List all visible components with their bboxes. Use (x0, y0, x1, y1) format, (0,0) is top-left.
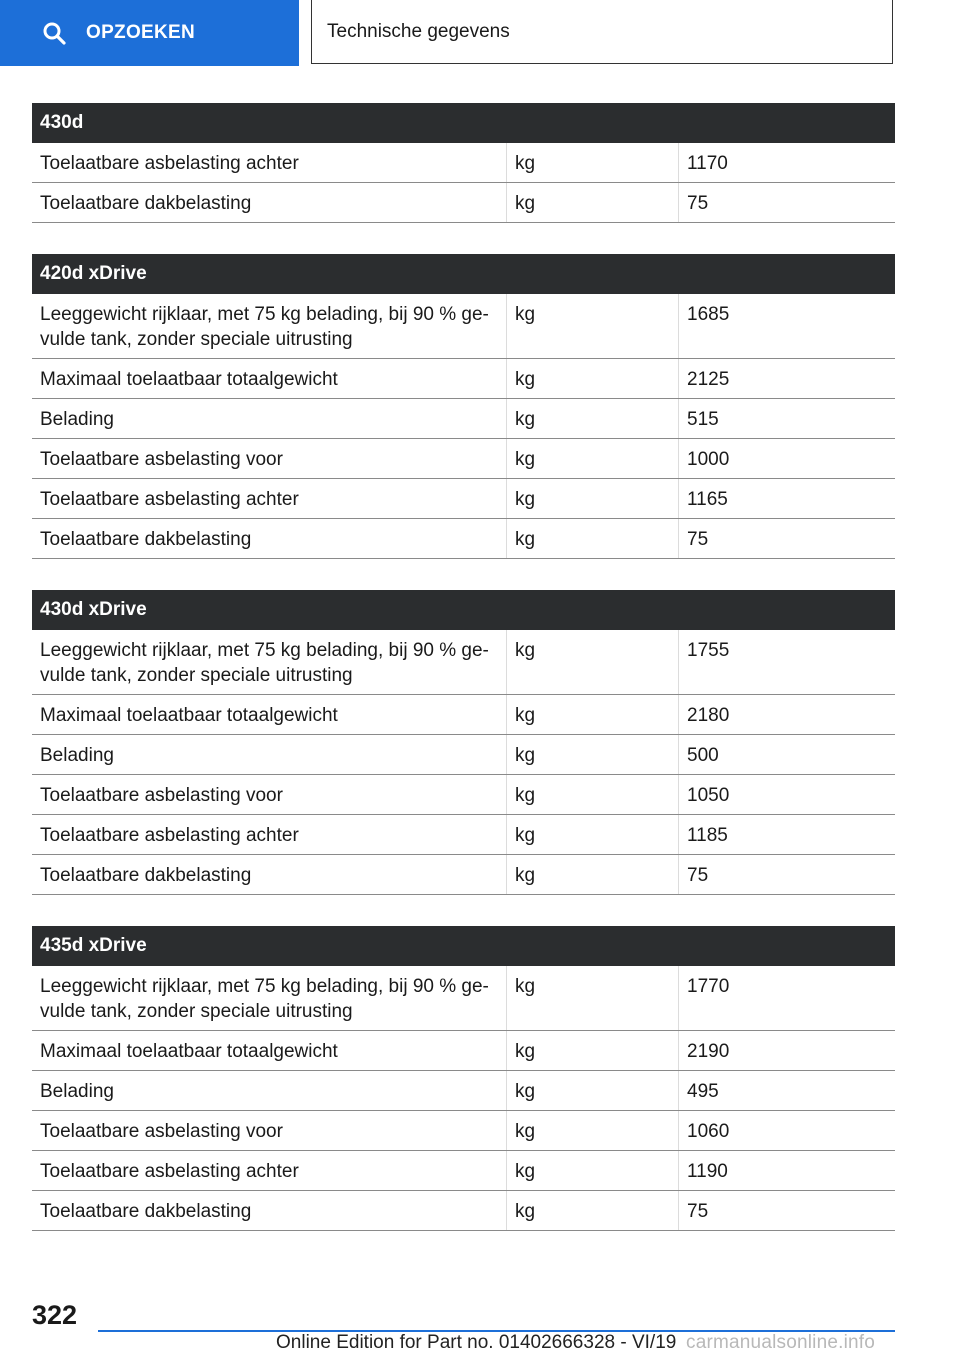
row-value: 1770 (678, 966, 895, 1030)
row-value: 1165 (678, 479, 895, 518)
table-row (32, 695, 895, 735)
table-row (32, 399, 895, 439)
model-header: 430d xDrive (32, 590, 895, 630)
table-row (32, 1151, 895, 1191)
row-label: Toelaatbare asbelasting voor (40, 449, 283, 470)
row-value: 1190 (678, 1151, 895, 1190)
row-label: Belading (40, 745, 114, 766)
row-unit: kg (506, 695, 678, 734)
row-unit: kg (506, 143, 678, 182)
row-label: Maximaal toelaatbaar totaalgewicht (40, 1041, 338, 1062)
row-label: Toelaatbare asbelasting achter (40, 825, 299, 846)
spec-tables (32, 103, 895, 1262)
spec-block (32, 926, 895, 1231)
model-header: 435d xDrive (32, 926, 895, 966)
row-unit: kg (506, 294, 678, 358)
table-row (32, 479, 895, 519)
row-unit: kg (506, 479, 678, 518)
table-row (32, 735, 895, 775)
row-value: 75 (678, 183, 895, 222)
table-row (32, 775, 895, 815)
row-label: Toelaatbare dakbelasting (40, 193, 252, 214)
search-button[interactable] (0, 0, 299, 66)
row-unit: kg (506, 1031, 678, 1070)
row-label: Maximaal toelaatbaar totaalgewicht (40, 369, 338, 390)
row-unit: kg (506, 735, 678, 774)
row-value: 1060 (678, 1111, 895, 1150)
row-label: Leeggewicht rijklaar, met 75 kg belading, bij 90 % ge- vulde tank, zonder speciale uitrusting (40, 304, 489, 350)
table-row (32, 439, 895, 479)
table-row (32, 1111, 895, 1151)
table-row (32, 1031, 895, 1071)
table-row (32, 294, 895, 359)
spec-block (32, 590, 895, 895)
row-label: Toelaatbare asbelasting voor (40, 1121, 283, 1142)
row-label: Belading (40, 1081, 114, 1102)
table-row (32, 143, 895, 183)
row-label: Toelaatbare dakbelasting (40, 1201, 252, 1222)
row-unit: kg (506, 519, 678, 558)
table-row (32, 815, 895, 855)
row-unit: kg (506, 183, 678, 222)
row-value: 75 (678, 519, 895, 558)
top-bar (0, 0, 960, 66)
row-unit: kg (506, 399, 678, 438)
model-header: 420d xDrive (32, 254, 895, 294)
row-unit: kg (506, 815, 678, 854)
search-button-label: OPZOEKEN (86, 22, 196, 43)
model-header: 430d (32, 103, 895, 143)
row-value: 1755 (678, 630, 895, 694)
table-row (32, 183, 895, 223)
search-icon (42, 21, 66, 45)
row-unit: kg (506, 1191, 678, 1230)
row-label: Toelaatbare asbelasting achter (40, 153, 299, 174)
row-value: 2125 (678, 359, 895, 398)
table-row (32, 1191, 895, 1231)
row-label: Belading (40, 409, 114, 430)
row-label: Toelaatbare asbelasting achter (40, 1161, 299, 1182)
section-title: Technische gegevens (311, 0, 893, 64)
spec-block (32, 254, 895, 559)
table-row (32, 966, 895, 1031)
row-unit: kg (506, 439, 678, 478)
page-number: 322 (32, 1300, 78, 1330)
row-unit: kg (506, 1151, 678, 1190)
row-label: Toelaatbare dakbelasting (40, 865, 252, 886)
row-value: 75 (678, 1191, 895, 1230)
row-label: Toelaatbare asbelasting achter (40, 489, 299, 510)
row-value: 495 (678, 1071, 895, 1110)
row-value: 75 (678, 855, 895, 894)
row-label: Toelaatbare asbelasting voor (40, 785, 283, 806)
row-unit: kg (506, 630, 678, 694)
row-unit: kg (506, 1111, 678, 1150)
table-row (32, 855, 895, 895)
row-label: Maximaal toelaatbaar totaalgewicht (40, 705, 338, 726)
table-row (32, 630, 895, 695)
watermark: carmanualsonline.info (686, 1332, 876, 1353)
row-value: 500 (678, 735, 895, 774)
row-value: 1685 (678, 294, 895, 358)
row-value: 1050 (678, 775, 895, 814)
row-value: 2180 (678, 695, 895, 734)
spec-block (32, 103, 895, 223)
row-value: 515 (678, 399, 895, 438)
table-row (32, 1071, 895, 1111)
row-value: 1185 (678, 815, 895, 854)
row-value: 1170 (678, 143, 895, 182)
table-row (32, 359, 895, 399)
row-unit: kg (506, 1071, 678, 1110)
row-unit: kg (506, 359, 678, 398)
row-label: Leeggewicht rijklaar, met 75 kg belading, bij 90 % ge- vulde tank, zonder speciale uitrusting (40, 640, 489, 686)
row-unit: kg (506, 775, 678, 814)
row-unit: kg (506, 855, 678, 894)
row-value: 2190 (678, 1031, 895, 1070)
row-value: 1000 (678, 439, 895, 478)
edition-info: Online Edition for Part no. 01402666328 - VI/19 (276, 1332, 677, 1353)
row-label: Toelaatbare dakbelasting (40, 529, 252, 550)
table-row (32, 519, 895, 559)
row-unit: kg (506, 966, 678, 1030)
row-label: Leeggewicht rijklaar, met 75 kg belading, bij 90 % ge- vulde tank, zonder speciale uitrusting (40, 976, 489, 1022)
